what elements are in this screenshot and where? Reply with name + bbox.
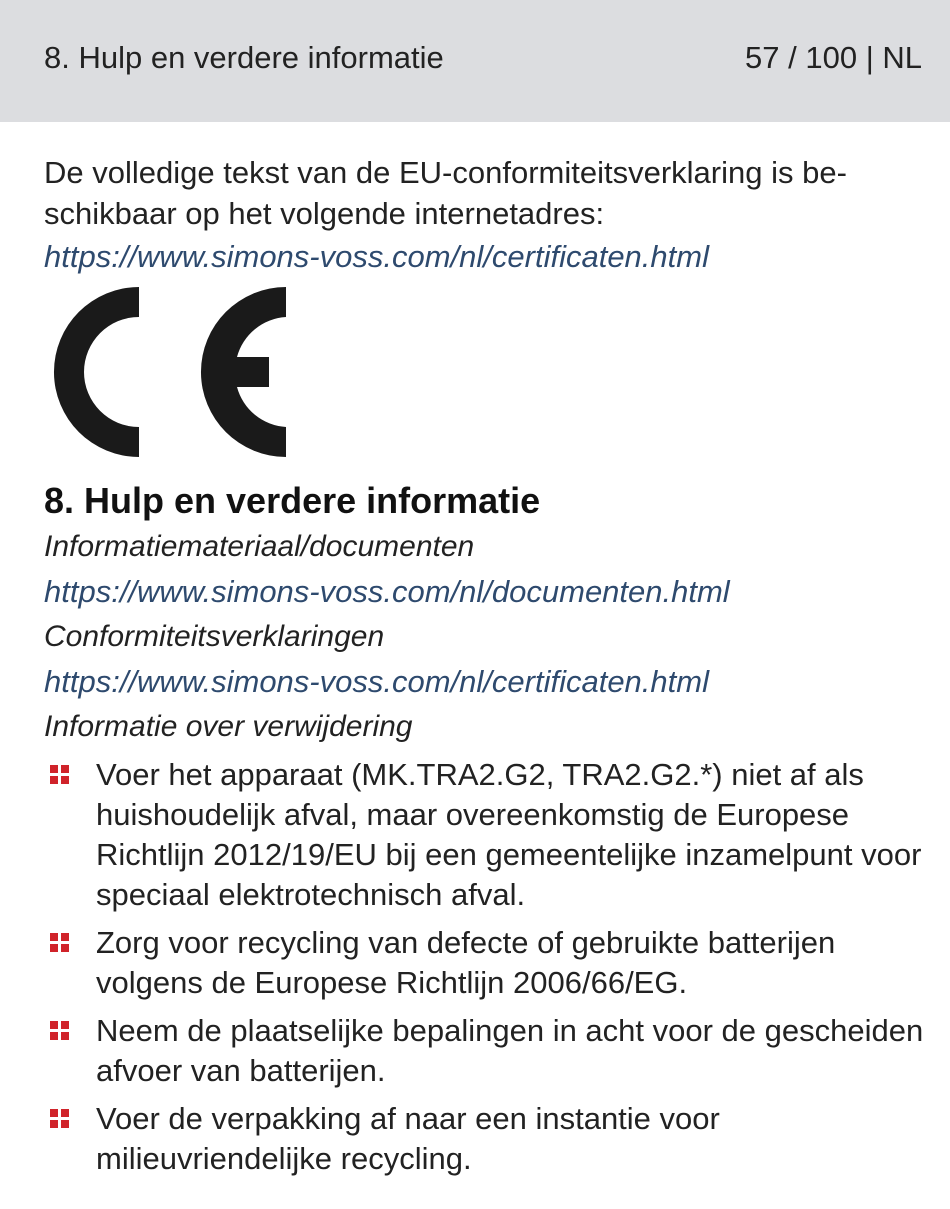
bullet-text: Voer de verpakking af naar een instantie voor milieuvriendelijke recycling. bbox=[96, 1101, 720, 1176]
bullet-text: Voer het apparaat (MK.TRA2.G2, TRA2.G2.*) niet af als huishoudelijk afval, maar overeenkomstig de Europese Richtlijn 2012/19/EU bij een gemeentelijke inzamelpunt voor speciaal elektrotechnisch afval. bbox=[96, 757, 922, 912]
red-square-bullet-icon bbox=[50, 1021, 70, 1041]
list-item bbox=[44, 755, 924, 915]
documents-link[interactable]: https://www.simons-voss.com/nl/documenten.html bbox=[44, 574, 730, 609]
bullet-text: Neem de plaatselijke bepalingen in acht voor de gescheiden afvoer van batterijen. bbox=[96, 1013, 924, 1088]
section-title: 8. Hulp en verdere informatie bbox=[44, 480, 541, 521]
header-page-number: 57 / 100 | NL bbox=[745, 40, 922, 75]
page-header bbox=[0, 0, 950, 122]
declarations-link[interactable]: https://www.simons-voss.com/nl/certificaten.html bbox=[44, 664, 709, 699]
red-square-bullet-icon bbox=[50, 765, 70, 785]
ce-mark-logo bbox=[44, 285, 294, 460]
list-item bbox=[44, 923, 924, 1003]
list-item bbox=[44, 1011, 924, 1091]
page-content bbox=[44, 152, 924, 1187]
red-square-bullet-icon bbox=[50, 1109, 70, 1129]
bullet-text: Zorg voor recycling van defecte of gebruikte batterijen volgens de Europese Richtlijn 2006/66/EG. bbox=[96, 925, 836, 1000]
list-item bbox=[44, 1099, 924, 1179]
disposal-label: Informatie over verwijdering bbox=[44, 710, 413, 743]
certificates-link[interactable]: https://www.simons-voss.com/nl/certificaten.html bbox=[44, 239, 709, 274]
header-section-title: 8. Hulp en verdere informatie bbox=[44, 40, 444, 75]
disposal-list bbox=[44, 755, 924, 1179]
intro-text: De volledige tekst van de EU-conformiteitsverklaring is be-schikbaar op het volgende internetadres: bbox=[44, 155, 847, 231]
documents-label: Informatiemateriaal/documenten bbox=[44, 530, 475, 563]
declarations-label: Conformiteitsverklaringen bbox=[44, 620, 385, 653]
red-square-bullet-icon bbox=[50, 933, 70, 953]
